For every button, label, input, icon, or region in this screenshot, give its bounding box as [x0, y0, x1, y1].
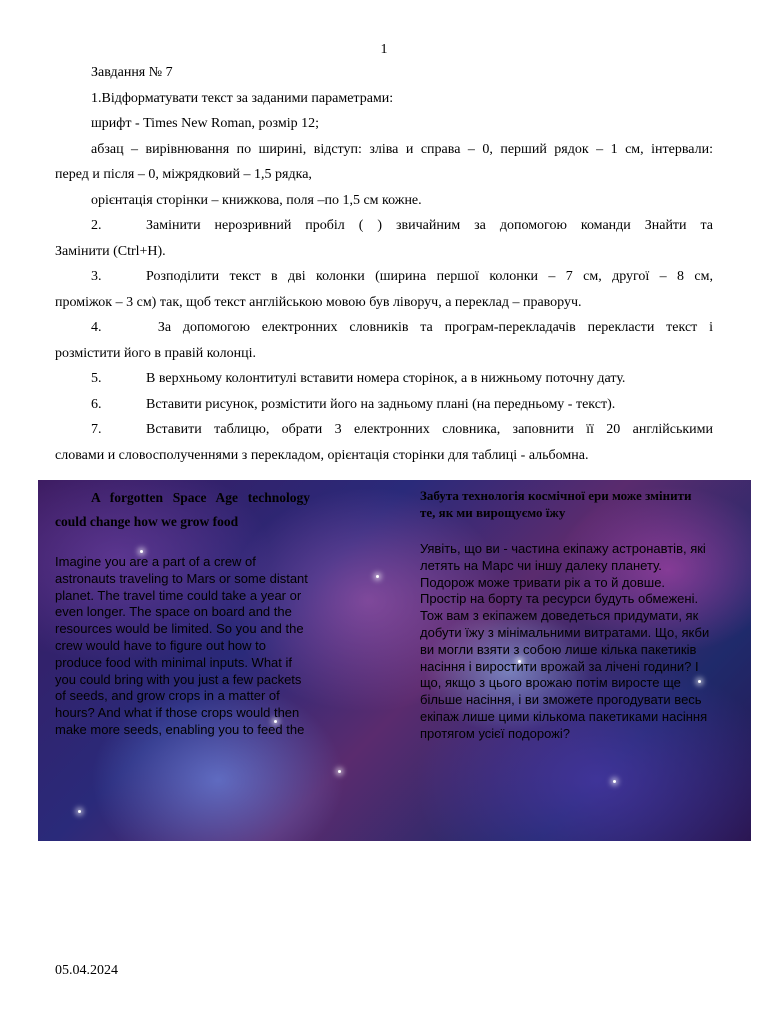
- param-paragraph-1: абзац – вирівнювання по ширині, відступ: зліва и справа – 0, перший рядок – 1 см, інтервали:: [91, 141, 713, 157]
- star: [613, 780, 616, 783]
- task-item-number: 2.: [91, 218, 102, 233]
- task-item-text: Замінити нерозривний пробіл ( ) звичайним за допомогою команди Знайти та: [146, 218, 713, 233]
- page-number: 1: [380, 42, 388, 57]
- task-item-text: В верхньому колонтитулі вставити номера сторінок, а в нижньому поточну дату.: [146, 371, 626, 386]
- task-item-number: 5.: [91, 371, 102, 386]
- english-column: [55, 486, 310, 739]
- task-item-4: [55, 315, 713, 341]
- param-orientation: орієнтація сторінки – книжкова, поля –по 1,5 см кожне.: [91, 192, 422, 208]
- task-item-3: [55, 264, 713, 290]
- task-item-1: [55, 86, 713, 112]
- task-item-2: [55, 213, 713, 239]
- task-item-7: [55, 417, 713, 443]
- space-background-image: [38, 480, 751, 841]
- ukrainian-body: Уявіть, що ви - частина екіпажу астронавтів, які летять на Марс чи іншу далеку планету. Подорож може тривати рік а то й довше. Простір на борту та ресурси будуть обмежені. Тож вам з екіпажем доведеться придумати, як добути їжу з мінімальними витратами. Що, якби ви могли взяти з собою лише кілька пакетиків насіння і виростити врожай за лічені години? І що, якщо з цього врожаю потім виросте ще більше насіння, і ви зможете прогодувати весь екіпаж лише цими кількома пакетиками насіння протягом усієї подорожі?: [420, 541, 710, 741]
- task-item-2-cont: Замінити (Ctrl+H).: [55, 243, 166, 259]
- task-item-number: 1.: [91, 90, 102, 106]
- task-item-number: 6.: [91, 396, 102, 412]
- english-body: Imagine you are a part of a crew of astronauts traveling to Mars or some distant planet. The travel time could take a year or even longer. The space on board and the resources would be limited. So you and the crew would have to figure out how to produce food with minimal inputs. What if you could bring with you just a few packets of seeds, and grow crops in a matter of hours? And what if those crops would then make more seeds, enabling you to feed the: [55, 554, 308, 737]
- task-item-text: Вставити таблицю, обрати 3 електронних словника, заповнити її 20 англійськими: [146, 422, 713, 437]
- task-item-4-cont: розмістити його в правій колонці.: [55, 345, 256, 361]
- task-title: Завдання № 7: [91, 65, 173, 80]
- english-title: A forgotten Space Age technology could change how we grow food: [55, 490, 310, 529]
- task-item-number: 7.: [91, 422, 102, 437]
- task-item-number: 4.: [91, 320, 102, 335]
- task-item-7-cont: словами и словосполученнями з перекладом, орієнтація сторінки для таблиці - альбомна.: [55, 447, 589, 463]
- task-item-5: [55, 366, 713, 392]
- param-font: шрифт - Times New Roman, розмір 12;: [91, 116, 319, 131]
- ukrainian-column: [420, 488, 710, 743]
- task-item-text: За допомогою електронних словників та програм-перекладачів перекласти текст і: [146, 320, 713, 335]
- task-block: [55, 60, 713, 468]
- param-paragraph-2: перед и після – 0, міжрядковий – 1,5 рядка,: [55, 167, 312, 182]
- task-item-text: Розподілити текст в дві колонки (ширина першої колонки – 7 см, другої – 8 см,: [146, 269, 713, 284]
- task-item-3-cont: проміжок – 3 см) так, щоб текст англійською мовою був ліворуч, а переклад – праворуч.: [55, 294, 582, 310]
- task-item-6: [55, 392, 713, 418]
- task-item-text: Відформатувати текст за заданими параметрами:: [101, 90, 394, 106]
- star: [338, 770, 341, 773]
- star: [376, 575, 379, 578]
- task-item-number: 3.: [91, 269, 102, 284]
- footer-date: 05.04.2024: [55, 963, 118, 978]
- star: [78, 810, 81, 813]
- task-item-text: Вставити рисунок, розмістити його на задньому плані (на передньому - текст).: [146, 396, 616, 412]
- ukrainian-title: Забута технологія космічної ери може змінити те, як ми вирощуємо їжу: [420, 488, 692, 520]
